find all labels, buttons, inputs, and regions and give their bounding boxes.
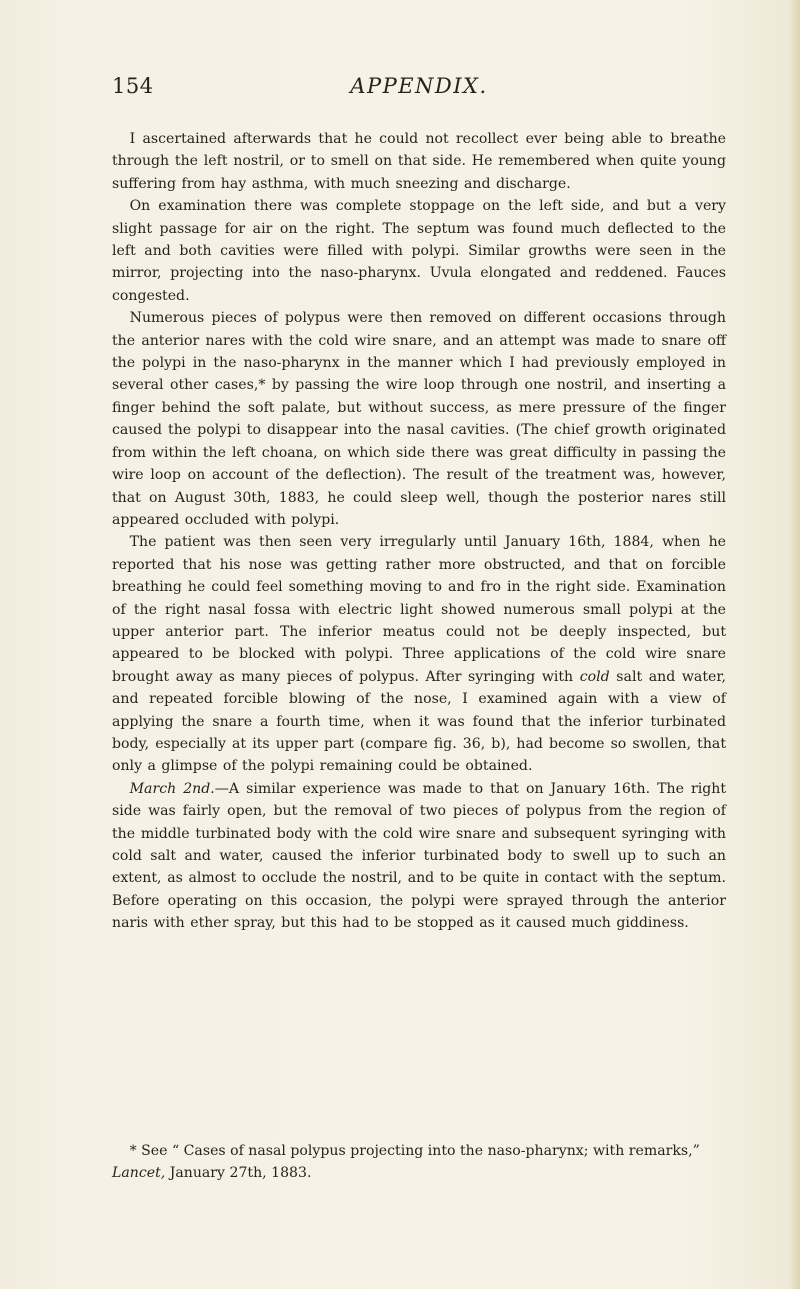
footnote — [112, 1140, 726, 1185]
footnote-body: See “ Cases of nasal polypus projecting into the naso-pharynx; with remarks,” — [136, 1143, 700, 1159]
paragraph-january — [112, 531, 726, 777]
date-lead: March 2nd. — [129, 780, 215, 797]
footnote-text — [112, 1140, 726, 1185]
emphasis-word: cold — [579, 668, 610, 685]
page-edge — [788, 0, 800, 1289]
footnote-date: January 27th, 1883. — [165, 1165, 312, 1182]
paragraph-examination — [112, 195, 726, 307]
paragraph-text: I ascertained afterwards that he could not recollect ever being able to breathe through the left nostril, or to smell on that side. He remembered when quite young suffering from hay asthma, with much sneezing and discharge. — [112, 131, 726, 192]
paragraph-text: —A similar experience was made to that on January 16th. The right side was fairly open, but the removal of two pieces of polypus from the region of the middle turbinated body with the cold wire snare and subsequent syringing with cold salt and water, caused the inferior turbinated body to swell up to such an extent, as almost to occlude the nostril, and to be quite in contact with the septum. Before operating on this occasion, the polypi were sprayed through the anterior naris with ether spray, but this had to be stopped as it caused much giddiness. — [112, 780, 726, 932]
paragraph-march — [112, 778, 726, 935]
page-number: 154 — [112, 74, 154, 98]
running-title: APPENDIX. — [350, 74, 488, 98]
paragraph-treatment — [112, 307, 726, 531]
running-head — [112, 74, 726, 110]
paragraph-text: The patient was then seen very irregularly until January 16th, 1884, when he reported that his nose was getting rather more obstructed, and that on forcible breathing he could feel something moving to and fro in the right side. Examination of the right nasal fossa with electric light showed numerous small polypi at the upper anterior part. The inferior meatus could not be deeply inspected, but appeared to be blocked with polypi. Three applications of the cold wire snare brought away as many pieces of polypus. After syringing with — [112, 534, 726, 685]
paragraph-text: Numerous pieces of polypus were then removed on different occasions through the anterior nares with the cold wire snare, and an attempt was made to snare off the polypi in the naso-pharynx in the manner which I had previously employed in several other cases,* by passing the wire loop through one nostril, and inserting a finger behind the soft palate, but without success, as mere pressure of the finger caused the polypi to disappear into the nasal cavities. (The chief growth originated from within the left choana, on which side there was great difficulty in passing the wire loop on account of the deflection). The result of the treatment was, however, that on August 30th, 1883, he could sleep well, though the posterior nares still appeared occluded with polypi. — [112, 310, 726, 528]
body-text — [112, 128, 726, 935]
paragraph-text: salt and water, and repeated forcible blowing of the nose, I examined again with a view of applying the snare a fourth time, when it was found that the inferior turbinated body, especially at its upper part (compare fig. 36, b), had become so swollen, that only a glimpse of the polypi remaining could be obtained. — [112, 668, 727, 775]
paragraph-history — [112, 128, 726, 195]
footnote-marker: * — [129, 1143, 137, 1159]
paragraph-text: On examination there was complete stoppage on the left side, and but a very slight passage for air on the right. The septum was found much deflected to the left and both cavities were filled with polypi. Similar growths were seen in the mirror, projecting into the naso-pharynx. Uvula elongated and reddened. Fauces congested. — [112, 198, 726, 304]
footnote-source: Lancet, — [112, 1165, 166, 1182]
